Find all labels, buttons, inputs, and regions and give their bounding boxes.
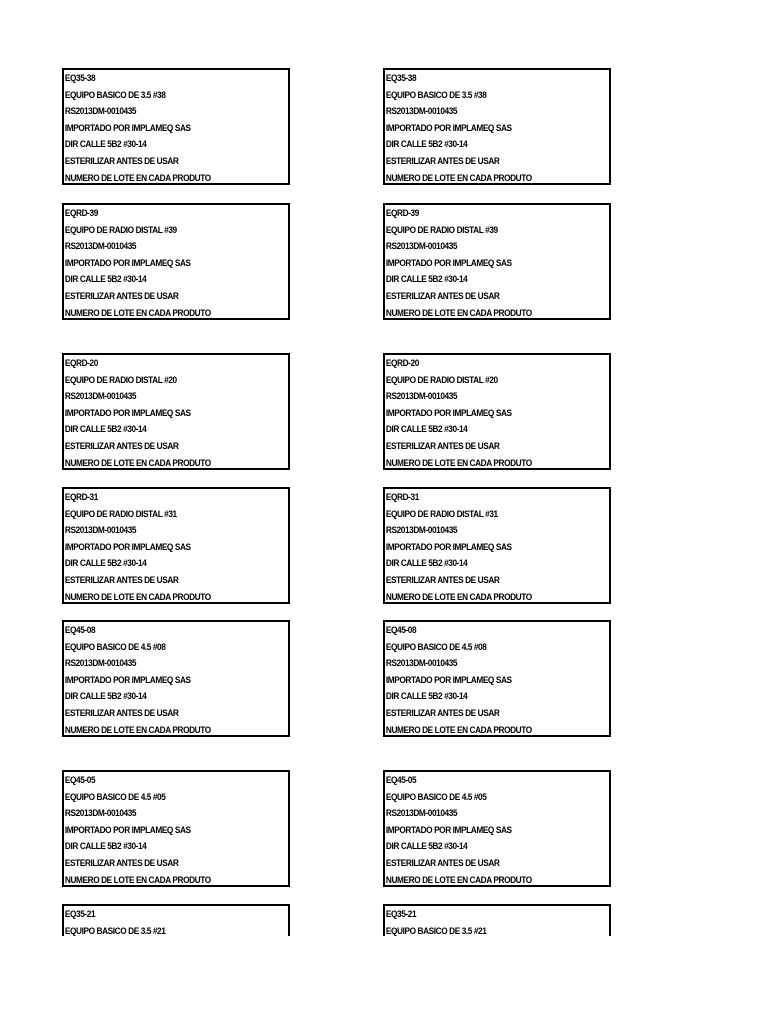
label-address: DIR CALLE 5B2 #30-14 [64, 139, 147, 150]
label-address: DIR CALLE 5B2 #30-14 [385, 841, 468, 852]
label-description: EQUIPO DE RADIO DISTAL #31 [64, 508, 177, 519]
label-lot-note: NUMERO DE LOTE EN CADA PRODUTO [385, 724, 532, 735]
label-registration: RS2013DM-0010435 [385, 808, 458, 819]
label-registration: RS2013DM-0010435 [64, 106, 137, 117]
label-instruction: ESTERILIZAR ANTES DE USAR [64, 155, 179, 166]
label-card [383, 68, 611, 185]
label-code: EQRD-39 [64, 208, 98, 218]
label-code: EQ35-38 [64, 73, 96, 83]
label-lot-note: NUMERO DE LOTE EN CADA PRODUTO [64, 591, 211, 602]
label-registration: RS2013DM-0010435 [385, 106, 458, 117]
label-address: DIR CALLE 5B2 #30-14 [385, 558, 468, 569]
label-lot-note: NUMERO DE LOTE EN CADA PRODUTO [385, 307, 532, 318]
label-importer: IMPORTADO POR IMPLAMEQ SAS [64, 824, 191, 835]
label-importer: IMPORTADO POR IMPLAMEQ SAS [385, 257, 512, 268]
label-card [62, 904, 290, 936]
label-card [62, 487, 290, 604]
label-registration: RS2013DM-0010435 [385, 658, 458, 669]
label-importer: IMPORTADO POR IMPLAMEQ SAS [385, 407, 512, 418]
label-importer: IMPORTADO POR IMPLAMEQ SAS [64, 407, 191, 418]
label-registration: RS2013DM-0010435 [385, 391, 458, 402]
label-lot-note: NUMERO DE LOTE EN CADA PRODUTO [64, 307, 211, 318]
label-description: EQUIPO BASICO DE 3.5 #21 [385, 925, 487, 936]
label-code: EQ45-05 [64, 775, 96, 785]
label-importer: IMPORTADO POR IMPLAMEQ SAS [385, 122, 512, 133]
label-registration: RS2013DM-0010435 [64, 525, 137, 536]
label-address: DIR CALLE 5B2 #30-14 [64, 558, 147, 569]
label-card [383, 620, 611, 737]
label-instruction: ESTERILIZAR ANTES DE USAR [64, 574, 179, 585]
label-address: DIR CALLE 5B2 #30-14 [385, 139, 468, 150]
label-description: EQUIPO DE RADIO DISTAL #31 [385, 508, 498, 519]
label-instruction: ESTERILIZAR ANTES DE USAR [385, 707, 500, 718]
label-importer: IMPORTADO POR IMPLAMEQ SAS [385, 674, 512, 685]
label-importer: IMPORTADO POR IMPLAMEQ SAS [385, 541, 512, 552]
label-instruction: ESTERILIZAR ANTES DE USAR [64, 440, 179, 451]
label-card [383, 770, 611, 887]
label-code: EQRD-20 [385, 358, 419, 368]
label-lot-note: NUMERO DE LOTE EN CADA PRODUTO [64, 457, 211, 468]
label-registration: RS2013DM-0010435 [64, 241, 137, 252]
label-card [62, 620, 290, 737]
label-description: EQUIPO BASICO DE 4.5 #05 [385, 791, 487, 802]
label-registration: RS2013DM-0010435 [64, 658, 137, 669]
label-instruction: ESTERILIZAR ANTES DE USAR [64, 857, 179, 868]
label-description: EQUIPO BASICO DE 3.5 #38 [64, 89, 166, 100]
label-lot-note: NUMERO DE LOTE EN CADA PRODUTO [385, 874, 532, 885]
label-code: EQ35-21 [64, 909, 96, 919]
label-card [62, 770, 290, 887]
label-card [62, 203, 290, 320]
label-description: EQUIPO BASICO DE 4.5 #08 [64, 641, 166, 652]
label-card [383, 203, 611, 320]
label-description: EQUIPO BASICO DE 4.5 #08 [385, 641, 487, 652]
label-code: EQ35-38 [385, 73, 417, 83]
label-instruction: ESTERILIZAR ANTES DE USAR [385, 440, 500, 451]
label-instruction: ESTERILIZAR ANTES DE USAR [385, 290, 500, 301]
label-instruction: ESTERILIZAR ANTES DE USAR [64, 707, 179, 718]
label-address: DIR CALLE 5B2 #30-14 [64, 841, 147, 852]
label-code: EQRD-20 [64, 358, 98, 368]
label-instruction: ESTERILIZAR ANTES DE USAR [385, 574, 500, 585]
label-instruction: ESTERILIZAR ANTES DE USAR [64, 290, 179, 301]
label-description: EQUIPO DE RADIO DISTAL #39 [385, 224, 498, 235]
label-code: EQ45-08 [64, 625, 96, 635]
label-description: EQUIPO DE RADIO DISTAL #20 [385, 374, 498, 385]
label-code: EQRD-31 [64, 492, 98, 502]
label-address: DIR CALLE 5B2 #30-14 [64, 691, 147, 702]
label-address: DIR CALLE 5B2 #30-14 [385, 274, 468, 285]
label-code: EQ35-21 [385, 909, 417, 919]
label-description: EQUIPO BASICO DE 3.5 #21 [64, 925, 166, 936]
label-description: EQUIPO DE RADIO DISTAL #20 [64, 374, 177, 385]
label-instruction: ESTERILIZAR ANTES DE USAR [385, 155, 500, 166]
label-registration: RS2013DM-0010435 [64, 808, 137, 819]
label-importer: IMPORTADO POR IMPLAMEQ SAS [64, 674, 191, 685]
label-instruction: ESTERILIZAR ANTES DE USAR [385, 857, 500, 868]
label-address: DIR CALLE 5B2 #30-14 [64, 274, 147, 285]
label-lot-note: NUMERO DE LOTE EN CADA PRODUTO [385, 172, 532, 183]
label-address: DIR CALLE 5B2 #30-14 [385, 691, 468, 702]
label-code: EQ45-05 [385, 775, 417, 785]
label-description: EQUIPO DE RADIO DISTAL #39 [64, 224, 177, 235]
label-address: DIR CALLE 5B2 #30-14 [64, 424, 147, 435]
label-card [383, 487, 611, 604]
label-address: DIR CALLE 5B2 #30-14 [385, 424, 468, 435]
label-card [383, 353, 611, 470]
label-registration: RS2013DM-0010435 [64, 391, 137, 402]
label-importer: IMPORTADO POR IMPLAMEQ SAS [64, 257, 191, 268]
label-importer: IMPORTADO POR IMPLAMEQ SAS [64, 122, 191, 133]
label-code: EQRD-31 [385, 492, 419, 502]
label-registration: RS2013DM-0010435 [385, 241, 458, 252]
label-description: EQUIPO BASICO DE 3.5 #38 [385, 89, 487, 100]
label-code: EQ45-08 [385, 625, 417, 635]
label-lot-note: NUMERO DE LOTE EN CADA PRODUTO [64, 724, 211, 735]
label-registration: RS2013DM-0010435 [385, 525, 458, 536]
label-card [62, 353, 290, 470]
label-lot-note: NUMERO DE LOTE EN CADA PRODUTO [385, 457, 532, 468]
label-card [62, 68, 290, 185]
label-code: EQRD-39 [385, 208, 419, 218]
label-importer: IMPORTADO POR IMPLAMEQ SAS [385, 824, 512, 835]
label-lot-note: NUMERO DE LOTE EN CADA PRODUTO [64, 874, 211, 885]
label-description: EQUIPO BASICO DE 4.5 #05 [64, 791, 166, 802]
label-card [383, 904, 611, 936]
label-importer: IMPORTADO POR IMPLAMEQ SAS [64, 541, 191, 552]
label-lot-note: NUMERO DE LOTE EN CADA PRODUTO [385, 591, 532, 602]
label-lot-note: NUMERO DE LOTE EN CADA PRODUTO [64, 172, 211, 183]
